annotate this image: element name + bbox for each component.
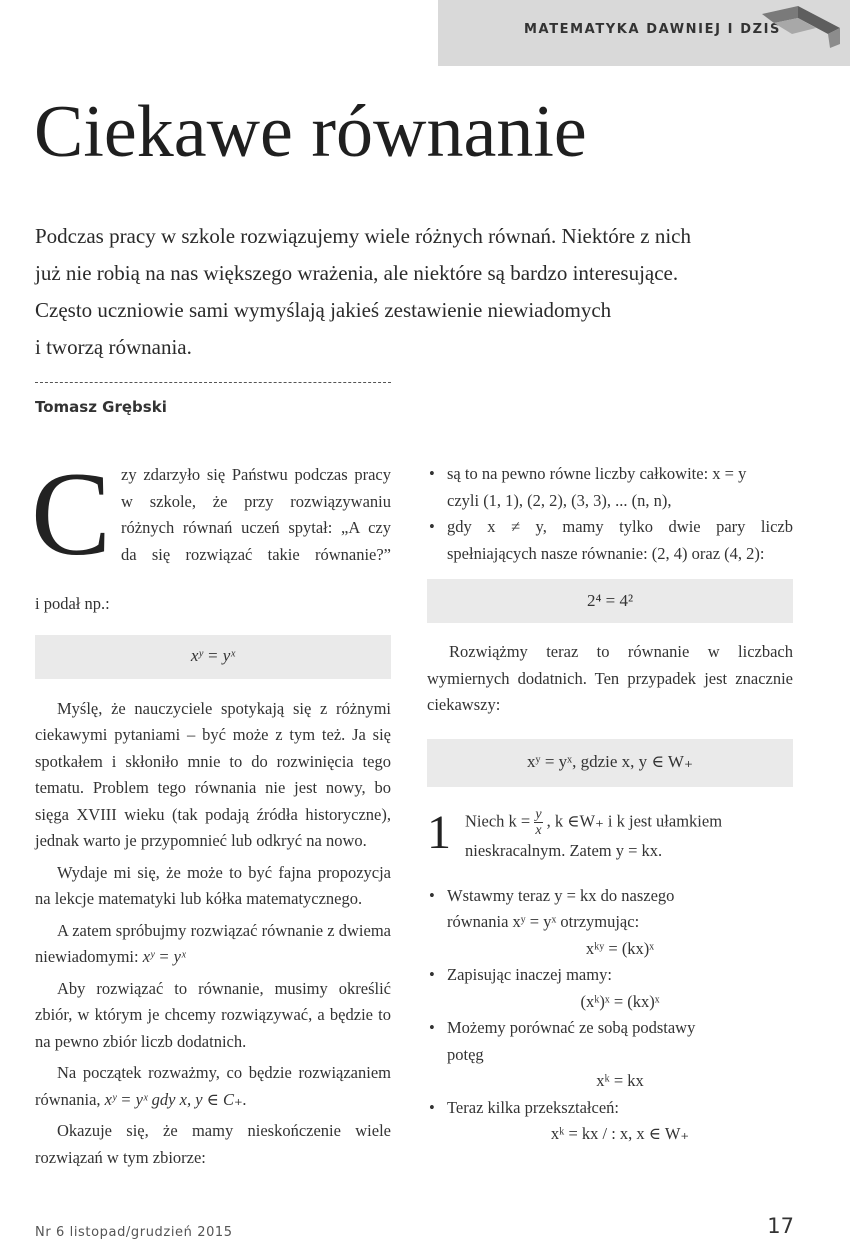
list-item-text: • są to na pewno równe liczby całkowite: x = y <box>447 464 747 483</box>
paragraph: Aby rozwiązać to równanie, musimy określić zbiór, w którym je chcemy rozwiązywać, a będzie to na pewno zbiór liczb dodatnich. <box>35 978 391 1051</box>
article-title: Ciekawe równanie <box>34 91 587 173</box>
step-number: 1 <box>427 805 451 859</box>
list-item <box>427 461 793 514</box>
equation: xᵏʸ = (kx)ˣ <box>585 938 655 958</box>
paragraph-text: Na początek rozważmy, co będzie rozwiązaniem równania, <box>35 1063 391 1109</box>
paragraph: Rozwiążmy teraz to równanie w liczbach wymiernych dodatnich. Ten przypadek jest znacznie ciekawszy: <box>427 642 793 714</box>
list-item <box>427 1095 793 1148</box>
equation-box: xʸ = yˣ <box>35 635 391 679</box>
page-number: 17 <box>767 1214 794 1238</box>
drop-cap: C <box>31 447 112 580</box>
paragraph: Wydaje mi się, że może to być fajna propozycja na lekcje matematyki lub kółka matematycznego. <box>35 862 391 908</box>
paragraph <box>35 1060 391 1113</box>
left-column <box>31 447 391 1171</box>
author-divider <box>35 382 391 383</box>
right-column <box>427 461 793 1148</box>
list-item-text: • Wstawmy teraz y = kx do naszego <box>447 885 675 905</box>
author-name: Tomasz Grębski <box>35 398 167 416</box>
list-item-text: potęg <box>447 1044 484 1064</box>
equation: (xᵏ)ˣ = (kx)ˣ <box>580 991 660 1011</box>
equation: xᵏ = kx / : x, x ∈ W₊ <box>550 1124 690 1143</box>
list-item <box>427 514 793 567</box>
list-item-text: • Zapisując inaczej mamy: <box>447 965 612 984</box>
section-label: MATEMATYKA DAWNIEJ I DZIŚ <box>524 22 782 37</box>
equation: xᵏ = kx <box>596 1071 644 1090</box>
intro-tail: i podał np.: <box>35 594 110 613</box>
intro-block <box>31 447 391 591</box>
list-item <box>427 883 793 963</box>
step-text: Niech k = <box>465 810 531 830</box>
list-item <box>427 962 793 1015</box>
list-item-text: • Teraz kilka przekształceń: <box>447 1097 619 1117</box>
paragraph: Myślę, że nauczyciele spotykają się z różnymi ciekawymi pytaniami – być może z tym też. Ja się spotkałem i skłoniło mnie to do rozwinięcia tego tematu. Problem tego równania nie jest nowy, bo sięga XVIII wieku (tak podają źródła historyczne), jednak warto je przypomnieć lub odkryć na nowo. <box>35 698 391 850</box>
intro-line: w szkole, że przy rozwiązywaniu <box>121 491 391 511</box>
paragraph: Okazuje się, że mamy nieskończenie wiele rozwiązań w tym zbiorze: <box>35 1121 391 1167</box>
list-item-text: równania xʸ = yˣ otrzymując: <box>447 912 640 931</box>
equation-box: 2⁴ = 4² <box>427 579 793 623</box>
list-item-text: • gdy x ≠ y, mamy tylko dwie pary liczb <box>447 517 793 536</box>
list-item-text: czyli (1, 1), (2, 2), (3, 3), ... (n, n), <box>447 490 672 510</box>
intro-line: różnych równań uczeń spytał: „A czy <box>121 518 391 537</box>
fraction-denominator: x <box>535 822 542 838</box>
step-block <box>427 803 793 873</box>
equation-box: xʸ = yˣ, gdzie x, y ∈ W₊ <box>427 739 793 787</box>
list-item-text: • Możemy porównać ze sobą podstawy <box>447 1018 696 1037</box>
step-text: , k ∈W₊ i k jest ułamkiem <box>546 810 723 830</box>
inline-equation: xʸ = yˣ <box>142 947 186 966</box>
issue-label: Nr 6 listopad/grudzień 2015 <box>35 1225 233 1240</box>
ribbon-logo-icon <box>758 4 844 50</box>
lead-line: Podczas pracy w szkole rozwiązujemy wiele różnych równań. Niektóre z nich <box>35 224 691 248</box>
fraction-numerator: y <box>535 806 542 822</box>
lead-line: Często uczniowie sami wymyślają jakieś zestawienie niewiadomych <box>35 298 612 322</box>
paragraph <box>35 918 391 971</box>
step-text: nieskracalnym. Zatem y = kx. <box>465 840 663 860</box>
intro-line: da się rozwiązać takie równanie?” <box>121 544 391 564</box>
intro-line: zy zdarzyło się Państwu podczas pracy <box>121 465 391 484</box>
lead-line: i tworzą równania. <box>35 335 192 359</box>
lead-line: już nie robią na nas większego wrażenia, ale niektóre są bardzo interesujące. <box>35 261 679 285</box>
list-item <box>427 1015 793 1095</box>
fraction <box>534 807 542 838</box>
list-item-text: spełniających nasze równanie: (2, 4) oraz (4, 2): <box>447 543 765 563</box>
step-line <box>465 803 793 838</box>
article-lead <box>35 218 795 366</box>
paragraph-text: A zatem spróbujmy rozwiązać równanie z dwiema niewiadomymi: <box>35 920 391 966</box>
inline-equation: xʸ = yˣ gdy x, y ∈ C₊. <box>104 1089 247 1109</box>
